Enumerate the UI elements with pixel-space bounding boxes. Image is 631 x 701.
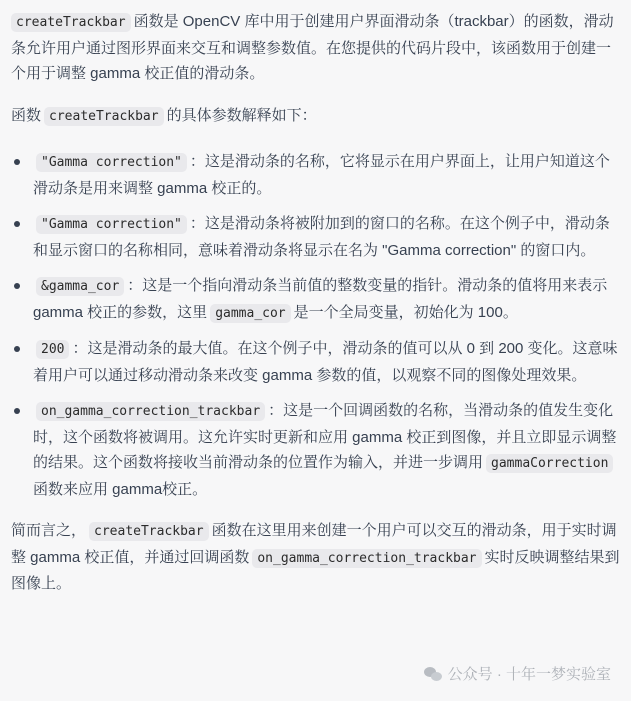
parameter-list — [11, 149, 623, 502]
inline-code: &gamma_cor — [36, 277, 124, 296]
intro-paragraph — [11, 9, 623, 87]
inline-code: "Gamma correction" — [36, 153, 187, 172]
text: ：这是滑动条的名称，它将显示在用户界面上，让用户知道这个滑动条是用来调整 gamma 校正的。 — [33, 153, 610, 197]
text: ：这是一个回调函数的名称，当滑动条的值发生变化时，这个函数将被调用。这允许实时更新和应用 gamma 校正到图像，并且立即显示调整的结果。这个函数将接收当前滑动条的位置作为输入，并进一步调用 — [33, 402, 617, 471]
text: ：这是一个指向滑动条当前值的整数变量的指针。滑动条的值将用来表示 gamma 校正的参数，这里 — [33, 277, 608, 321]
inline-code: createTrackbar — [89, 522, 209, 541]
wechat-icon — [424, 667, 442, 682]
text: 实时反映调整结果到图像上。 — [11, 548, 620, 592]
inline-code: createTrackbar — [11, 13, 131, 32]
inline-code: on_gamma_correction_trackbar — [36, 402, 265, 421]
list-item — [33, 398, 623, 502]
params-intro-paragraph — [11, 103, 623, 130]
summary-paragraph — [11, 518, 623, 597]
inline-code: 200 — [36, 340, 69, 359]
text: 是一个全局变量，初始化为 100。 — [293, 303, 518, 321]
list-item — [33, 211, 623, 263]
response-content — [11, 9, 623, 613]
text: 函数 — [11, 106, 42, 124]
text: ：这是滑动条将被附加到的窗口的名称。在这个例子中，滑动条和显示窗口的名称相同，意味着滑动条将显示在名为 "Gamma correction" 的窗口内。 — [33, 215, 610, 259]
text: 简而言之， — [11, 522, 87, 539]
text: 函数是 OpenCV 库中用于创建用户界面滑动条（trackbar）的函数，滑动条允许用户通过图形界面来交互和调整参数值。在您提供的代码片段中，该函数用于创建一个用于调整 gamma 校正值的滑动条。 — [11, 13, 614, 82]
inline-code: gammaCorrection — [486, 454, 613, 473]
text: 函数在这里用来创建一个用户可以交互的滑动条，用于实时调整 gamma 校正值，并通过回调函数 — [11, 522, 617, 566]
text: ：这是滑动条的最大值。在这个例子中，滑动条的值可以从 0 到 200 变化。这意味着用户可以通过移动滑动条来改变 gamma 参数的值，以观察不同的图像处理效果。 — [33, 340, 618, 384]
list-item — [33, 336, 623, 388]
watermark-text: 公众号 · 十年一梦实验室 — [447, 665, 611, 683]
inline-code: "Gamma correction" — [36, 215, 187, 234]
inline-code: on_gamma_correction_trackbar — [252, 549, 481, 568]
inline-code: gamma_cor — [210, 304, 290, 323]
list-item — [33, 273, 623, 326]
watermark — [424, 662, 611, 688]
inline-code: createTrackbar — [44, 107, 164, 126]
text: 函数来应用 gamma校正。 — [33, 480, 208, 498]
list-item — [33, 149, 623, 201]
text: 的具体参数解释如下： — [166, 106, 317, 124]
